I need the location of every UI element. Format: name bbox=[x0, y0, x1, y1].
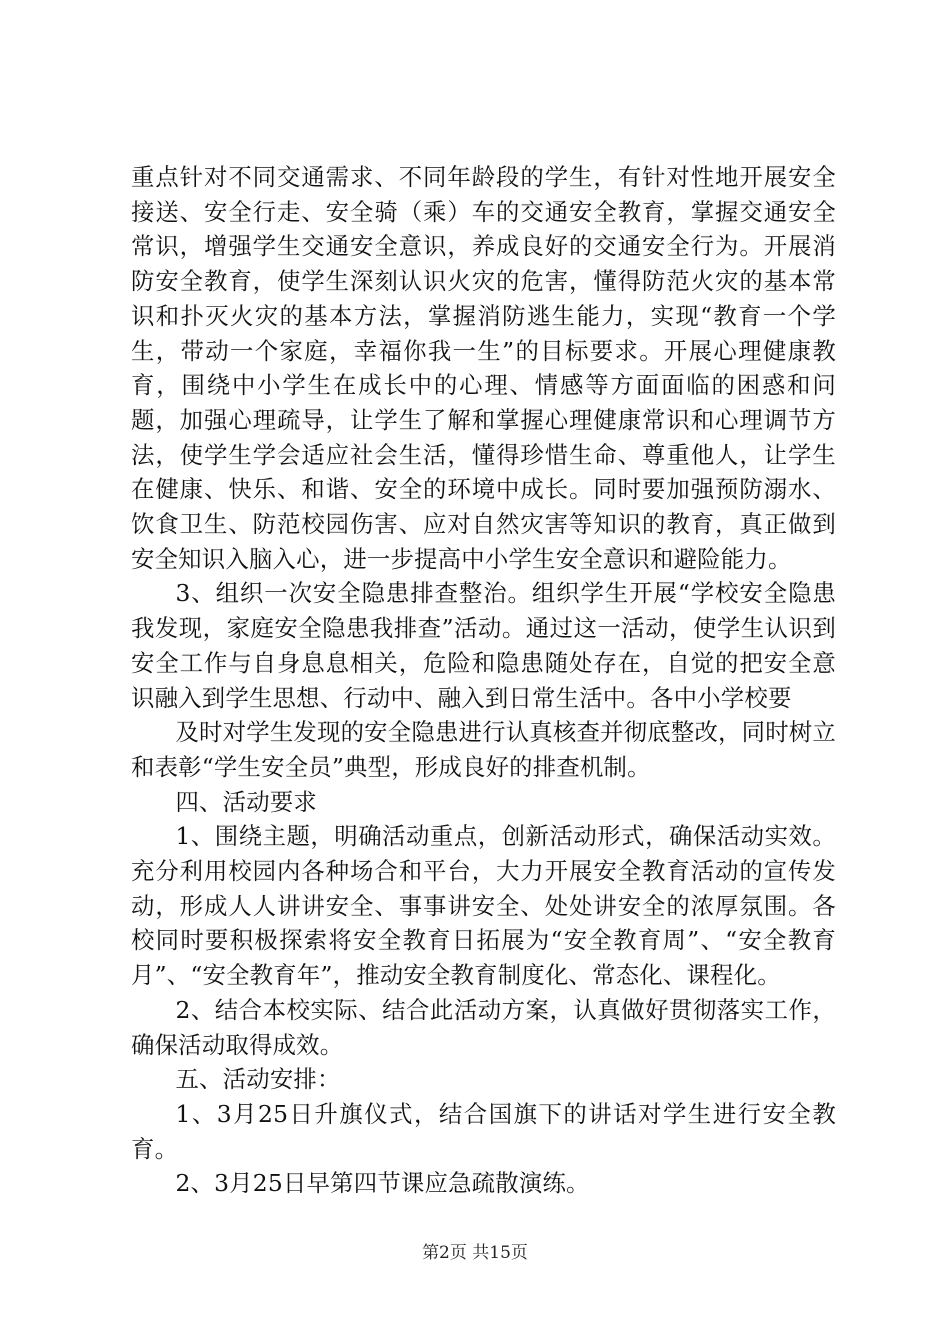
paragraph-hazard-rectification: 及时对学生发现的安全隐患进行认真核查并彻底整改，同时树立和表彰“学生安全员”典型，形成良好的排查机制。 bbox=[131, 718, 836, 781]
section-heading-schedule: 五、活动安排： bbox=[175, 1065, 341, 1094]
paragraph-safety-education: 重点针对不同交通需求、不同年龄段的学生，有针对性地开展安全接送、安全行走、安全骑（乘）车的交通安全教育，掌握交通安全常识，增强学生交通安全意识，养成良好的交通安全行为。开展消防安全教育，使学生深刻认识火灾的危害，懂得防范火灾的基本常识和扑灭火灾的基本方法，掌握消防逃生能力，实现“教育一个学生，带动一个家庭，幸福你我一生”的目标要求。开展心理健康教育，围绕中小学生在成长中的心理、情感等方面面临的困惑和问题，加强心理疏导，让学生了解和掌握心理健康常识和心理调节方法，使学生学会适应社会生活，懂得珍惜生命、尊重他人，让学生在健康、快乐、和谐、安全的环境中成长。同时要加强预防溺水、饮食卫生、防范校园伤害、应对自然灾害等知识的教育，真正做到安全知识入脑入心，进一步提高中小学生安全意识和避险能力。 bbox=[131, 163, 836, 573]
page-number-label: 第2页 共15页 bbox=[422, 1243, 528, 1263]
document-body bbox=[131, 160, 836, 1201]
section-heading-requirements: 四、活动要求 bbox=[175, 787, 317, 816]
paragraph-schedule-2: 2、3月25日早第四节课应急疏散演练。 bbox=[175, 1169, 590, 1198]
paragraph-requirement-2: 2、结合本校实际、结合此活动方案，认真做好贯彻落实工作，确保活动取得成效。 bbox=[131, 995, 836, 1059]
paragraph-requirement-1: 1、围绕主题，明确活动重点，创新活动形式，确保活动实效。充分利用校园内各种场合和平台，大力开展安全教育活动的宣传发动，形成人人讲讲安全、事事讲安全、处处讲安全的浓厚氛围。各校同时要积极探索将安全教育日拓展为“安全教育周”、“安全教育月”、“安全教育年”，推动安全教育制度化、常态化、课程化。 bbox=[131, 822, 836, 990]
paragraph-hazard-inspection: 3、组织一次安全隐患排查整治。组织学生开展“学校安全隐患我发现，家庭安全隐患我排查”活动。通过这一活动，使学生认识到安全工作与自身息息相关，危险和隐患随处存在，自觉的把安全意识融入到学生思想、行动中、融入到日常生活中。各中小学校要 bbox=[131, 579, 836, 712]
paragraph-schedule-1: 1、3月25日升旗仪式，结合国旗下的讲话对学生进行安全教育。 bbox=[131, 1099, 836, 1163]
page-footer bbox=[0, 1238, 950, 1263]
